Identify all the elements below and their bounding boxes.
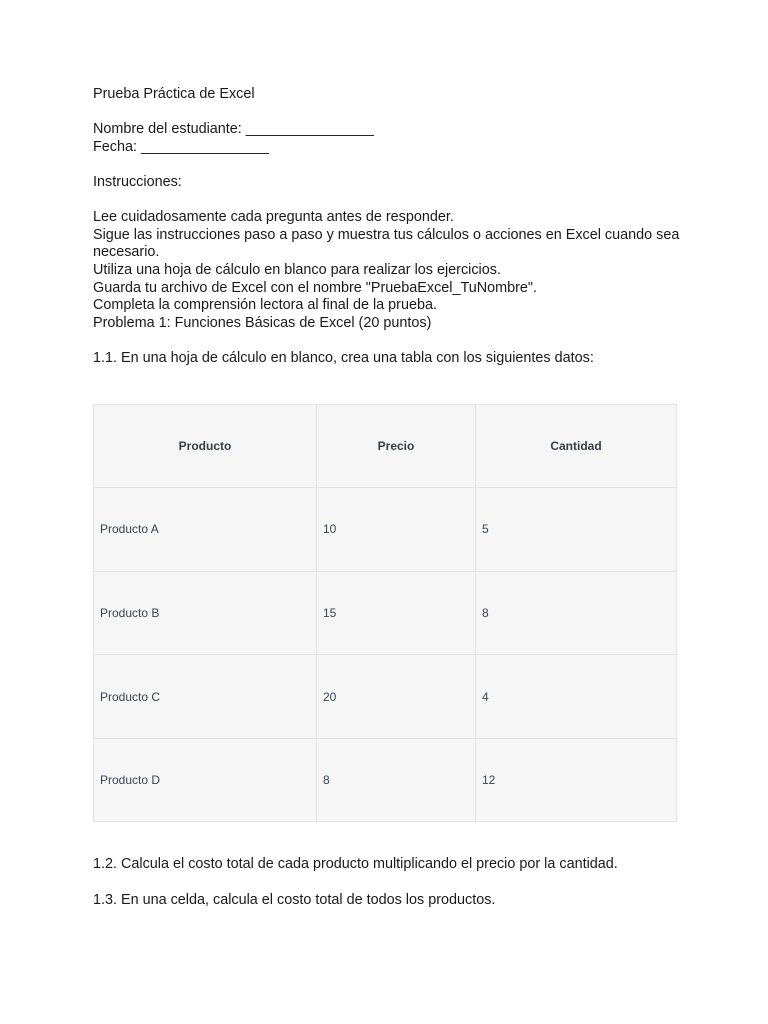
cell-precio: 15 (317, 571, 476, 655)
document-page (93, 86, 683, 909)
document-title: Prueba Práctica de Excel (93, 86, 255, 102)
header-precio: Precio (317, 404, 476, 488)
cell-precio: 8 (317, 738, 476, 822)
data-table (93, 404, 677, 823)
spacer (93, 192, 683, 210)
question-1-2: 1.2. Calcula el costo total de cada producto multiplicando el precio por la cantidad. (93, 856, 618, 873)
data-table-wrapper (93, 404, 676, 823)
cell-cantidad: 12 (476, 738, 677, 822)
instruction-item: Guarda tu archivo de Excel con el nombre "PruebaExcel_TuNombre". (93, 279, 538, 296)
after-table-block (93, 856, 683, 909)
spacer (93, 332, 683, 350)
cell-precio: 20 (317, 655, 476, 739)
table-row (94, 655, 677, 739)
student-name-line: Nombre del estudiante: ________________ (93, 121, 374, 138)
cell-precio: 10 (317, 488, 476, 572)
table-row (94, 738, 677, 822)
spacer (93, 874, 683, 892)
problem-1-heading: Problema 1: Funciones Básicas de Excel (20 puntos) (93, 314, 432, 331)
cell-cantidad: 4 (476, 655, 677, 739)
table-row (94, 571, 677, 655)
question-1-3: 1.3. En una celda, calcula el costo total de todos los productos. (93, 891, 496, 908)
spacer (93, 104, 683, 122)
header-producto: Producto (94, 404, 317, 488)
instruction-item: Lee cuidadosamente cada pregunta antes de responder. (93, 209, 454, 226)
cell-producto: Producto D (94, 738, 317, 822)
cell-producto: Producto B (94, 571, 317, 655)
table-row (94, 488, 677, 572)
cell-cantidad: 8 (476, 571, 677, 655)
spacer (93, 156, 683, 174)
question-1-1: 1.1. En una hoja de cálculo en blanco, crea una tabla con los siguientes datos: (93, 349, 594, 366)
instructions-heading: Instrucciones: (93, 173, 182, 190)
instruction-item: Utiliza una hoja de cálculo en blanco para realizar los ejercicios. (93, 261, 501, 278)
table-header-row (94, 404, 677, 488)
cell-producto: Producto A (94, 488, 317, 572)
cell-producto: Producto C (94, 655, 317, 739)
cell-cantidad: 5 (476, 488, 677, 572)
date-line: Fecha: ________________ (93, 138, 270, 155)
instruction-item: Sigue las instrucciones paso a paso y muestra tus cálculos o acciones en Excel cuando sea necesario. (93, 226, 684, 261)
instruction-item: Completa la comprensión lectora al final de la prueba. (93, 297, 437, 314)
header-cantidad: Cantidad (476, 404, 677, 488)
